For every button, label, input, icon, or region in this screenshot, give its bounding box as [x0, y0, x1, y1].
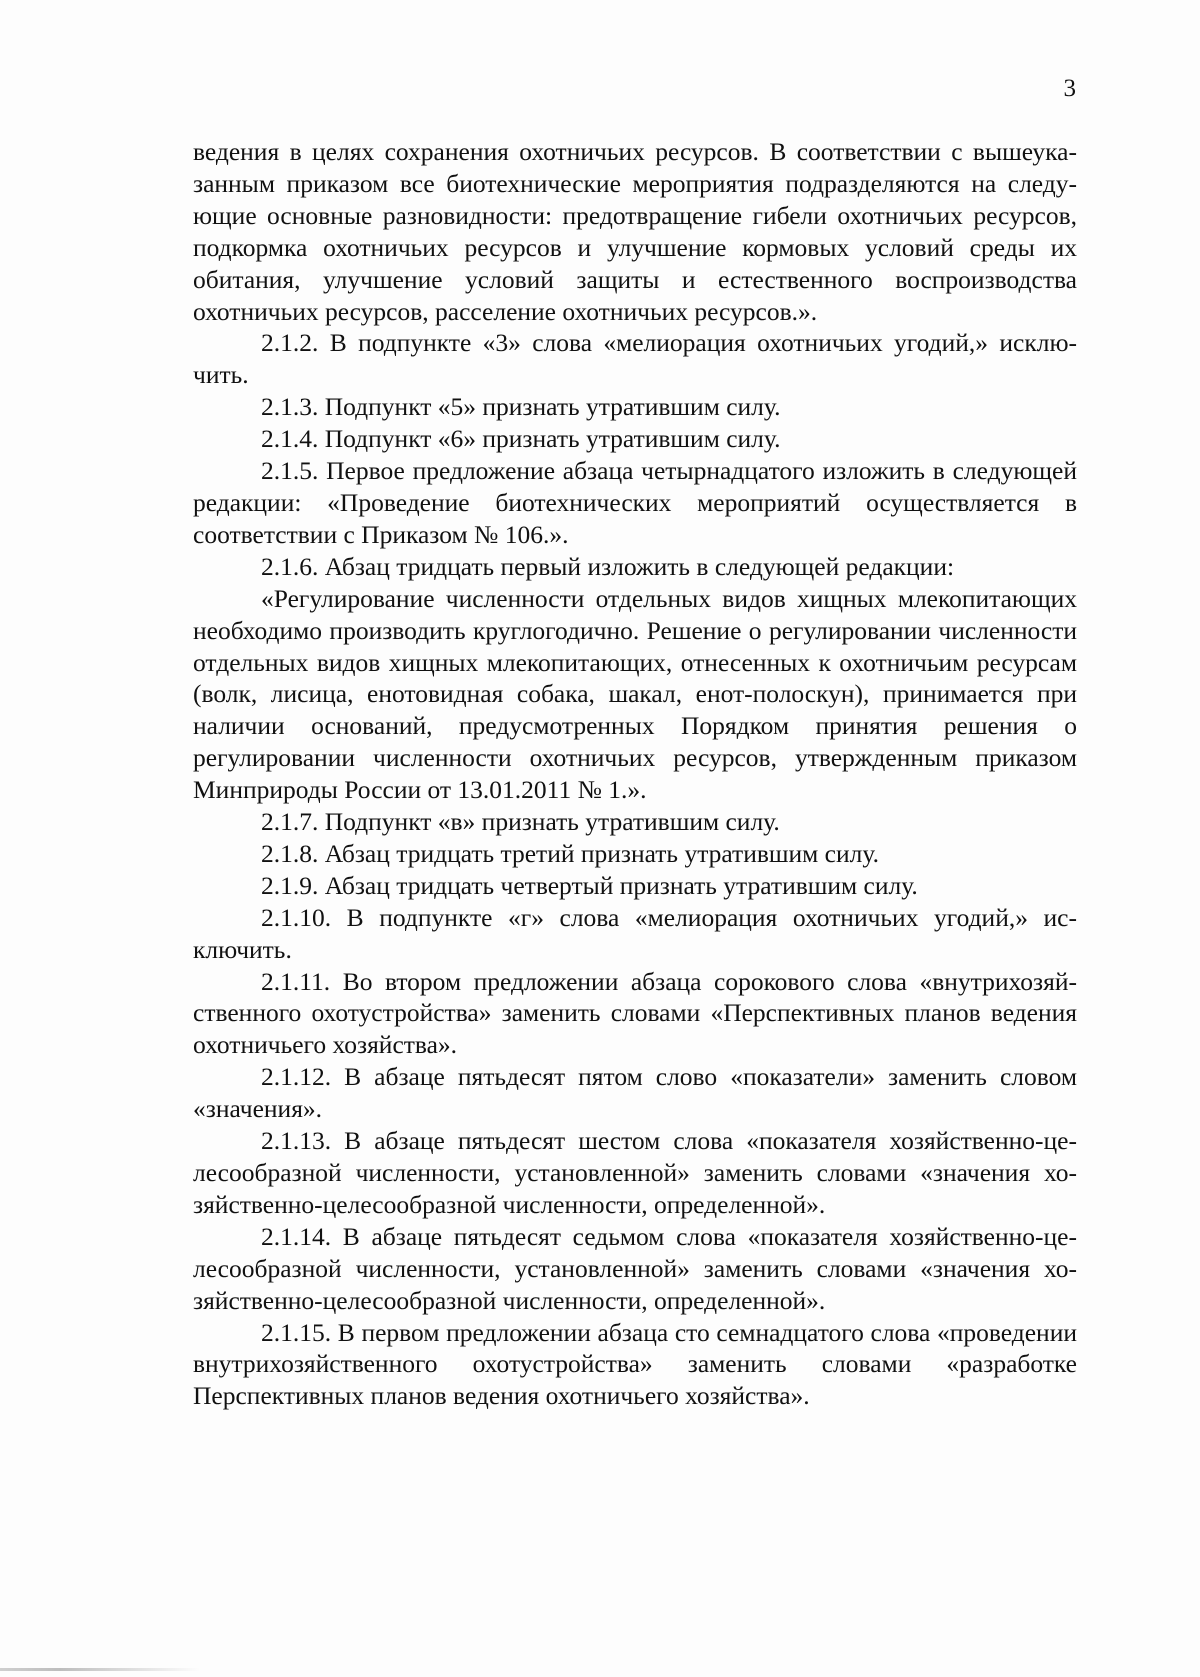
paragraph-2-1-9: 2.1.9. Абзац тридцать четвертый признать утратившим силу.	[261, 870, 918, 900]
paragraph-2-1-3: 2.1.3. Подпункт «5» признать утратившим силу.	[261, 392, 781, 422]
paragraph-quoted-regulation: «Регулирование численности отдельных видов хищных млекопитающих необходимо производить круглогодично. Решение о регулировании численности отдельных видов хищных млекопитающих, отнесенных к охотничьим ресурсам (волк, лисица, енотовидная собака, шакал, енот-полоскун), принимается при наличии оснований, предусмотренных Порядком принятия решения о регулировании численности охотничьих ресурсов, утвержденным приказом Минприроды России от 13.01.2011 № 1.».	[193, 583, 1077, 805]
paragraph-2-1-11: 2.1.11. Во втором предложении абзаца сорокового слова «внутрихозяйственного охотустройства» заменить словами «Перспективных планов ведения охотничьего хозяйства».	[193, 966, 1077, 1060]
document-body	[193, 136, 1077, 1412]
paragraph-2-1-14: 2.1.14. В абзаце пятьдесят седьмом слова «показателя хозяйственно-целесообразной численности, установленной» заменить словами «значения хозяйственно-целесообразной численности, определенной».	[193, 1221, 1077, 1315]
scan-artifact	[0, 1668, 200, 1671]
page-number: 3	[1063, 75, 1076, 102]
paragraph-continuation: ведения в целях сохранения охотничьих ресурсов. В соответствии с вышеуказанным приказом все биотехнические мероприятия подразделяются на следующие основные разновидности: предотвращение гибели охотничьих ресурсов, подкормка охотничьих ресурсов и улучшение кормовых условий среды их обитания, улучшение условий защиты и естественного воспроизводства охотничьих ресурсов, расселение охотничьих ресурсов.».	[193, 137, 1077, 326]
paragraph-2-1-7: 2.1.7. Подпункт «в» признать утратившим силу.	[261, 807, 780, 837]
paragraph-2-1-8: 2.1.8. Абзац тридцать третий признать утратившим силу.	[261, 838, 879, 868]
paragraph-2-1-5: 2.1.5. Первое предложение абзаца четырнадцатого изложить в следующей редакции: «Проведение биотехнических мероприятий осуществляется в соответствии с Приказом № 106.».	[193, 456, 1077, 549]
paragraph-2-1-12: 2.1.12. В абзаце пятьдесят пятом слово «показатели» заменить словом «значения».	[193, 1062, 1077, 1124]
paragraph-2-1-2: 2.1.2. В подпункте «3» слова «мелиорация охотничьих угодий,» исключить.	[193, 328, 1077, 390]
paragraph-2-1-15: 2.1.15. В первом предложении абзаца сто семнадцатого слова «проведении внутрихозяйственного охотустройства» заменить словами «разработке Перспективных планов ведения охотничьего хозяйства».	[193, 1317, 1077, 1411]
paragraph-2-1-13: 2.1.13. В абзаце пятьдесят шестом слова «показателя хозяйственно-целесообразной численности, установленной» заменить словами «значения хозяйственно-целесообразной численности, определенной».	[193, 1126, 1077, 1219]
paragraph-2-1-10: 2.1.10. В подпункте «г» слова «мелиорация охотничьих угодий,» исключить.	[193, 902, 1077, 964]
paragraph-2-1-4: 2.1.4. Подпункт «6» признать утратившим силу.	[261, 424, 781, 454]
paragraph-2-1-6: 2.1.6. Абзац тридцать первый изложить в следующей редакции:	[261, 551, 955, 581]
